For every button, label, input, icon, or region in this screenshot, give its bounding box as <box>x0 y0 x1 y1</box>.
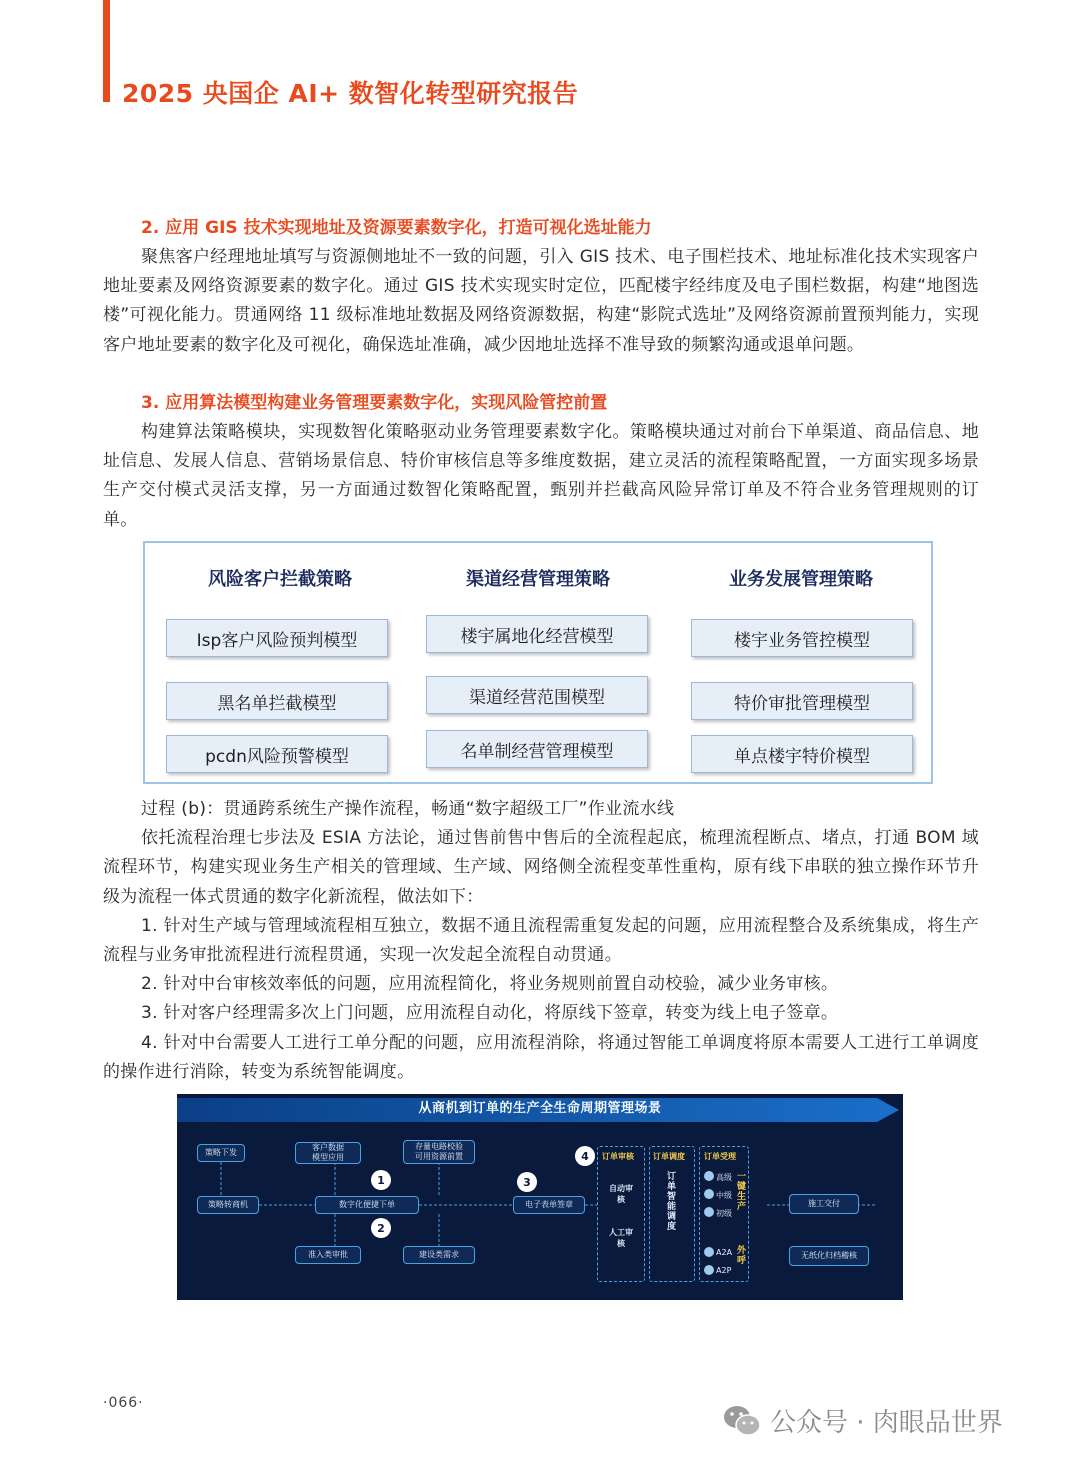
panel-title: 订单调度 <box>653 1152 685 1161</box>
watermark-text: 公众号 · 肉眼品世界 <box>770 1408 1003 1438</box>
person-icon <box>704 1207 714 1217</box>
process-item: 2. 针对中台审核效率低的问题，应用流程简化，将业务规则前置自动校验，减少业务审核。 <box>141 974 839 995</box>
manual-review-label: 人工审核 <box>609 1228 633 1248</box>
report-title: 2025 央国企 AI+ 数智化转型研究报告 <box>122 79 579 108</box>
process-caption: 过程 (b)：贯通跨系统生产操作流程，畅通“数字超级工厂”作业流水线 <box>141 799 675 819</box>
header-accent-bar <box>103 0 110 102</box>
flow-box-circuit-check: 存量电路校验 可用资源前置 <box>403 1140 475 1164</box>
process-intro: 依托流程治理七步法及 ESIA 方法论，通过售前售中售后的全流程起底，梳理流程断点、堵点，打通 BOM 域流程环节，构建实现业务生产相关的管理域、生产域、网络侧全流程变革性重构，原有线下串联的独立操作环节升级为流程一体式贯通的数字化新流程，做法如下： <box>103 828 979 907</box>
auto-review-label: 自动审核 <box>609 1184 633 1204</box>
person-icon <box>704 1265 714 1275</box>
flow-box-access-approval: 准入类审批 <box>295 1246 361 1264</box>
person-icon <box>704 1189 714 1199</box>
model-box: Isp客户风险预判模型 <box>166 619 388 657</box>
panel-title: 订单审核 <box>602 1152 634 1161</box>
strategy-diagram <box>143 541 933 784</box>
outbound-call-label: 外呼 <box>735 1245 745 1265</box>
flow-box-digital-order: 数字化便捷下单 <box>315 1196 419 1214</box>
section-gis <box>103 214 979 360</box>
model-box: 名单制经营管理模型 <box>426 730 648 768</box>
flow-box-strategy-to-opportunity: 策略转商机 <box>197 1196 259 1214</box>
step-number: 4 <box>575 1146 595 1166</box>
section-gis-body: 聚焦客户经理地址填写与资源侧地址不一致的问题，引入 GIS 技术、电子围栏技术、地址标准化技术实现客户地址要素及网络资源要素的数字化。通过 GIS 技术实现实时定位，匹配楼宇经纬度及电子围栏数据，构建“地图选楼”可视化能力。贯通网络 11 级标准地址数据及网络资源数据，构建“影院式选址”及网络资源前置预判能力，实现客户地址要素的数字化及可视化，确保选址准确，减少因地址选择不准导致的频繁沟通或退单问题。 <box>103 247 979 355</box>
flow-box-customer-data: 客户数据 模型应用 <box>295 1142 361 1164</box>
section-algorithm <box>103 389 979 535</box>
model-box: 渠道经营范围模型 <box>426 676 648 714</box>
strategy-column-title: 风险客户拦截策略 <box>208 569 352 590</box>
call-type-label: A2A <box>716 1248 733 1257</box>
panel-order-acceptance <box>699 1146 749 1282</box>
person-icon <box>704 1171 714 1181</box>
call-type-label: A2P <box>716 1266 732 1275</box>
model-box: 特价审批管理模型 <box>691 682 913 720</box>
model-box: 楼宇业务管控模型 <box>691 619 913 657</box>
strategy-column-title: 业务发展管理策略 <box>729 569 873 590</box>
model-box: pcdn风险预警模型 <box>166 735 388 773</box>
model-box: 黑名单拦截模型 <box>166 682 388 720</box>
flow-box-paperless-archive: 无纸化归档稽核 <box>789 1246 869 1266</box>
flow-box-e-signature: 电子表单签章 <box>513 1196 585 1214</box>
flow-title: 从商机到订单的生产全生命周期管理场景 <box>418 1101 662 1116</box>
smart-dispatch-label: 订单智能调度 <box>665 1171 675 1231</box>
lifecycle-flow-diagram <box>177 1094 903 1300</box>
step-number: 1 <box>371 1170 391 1190</box>
section-gis-heading: 2. 应用 GIS 技术实现地址及资源要素数字化，打造可视化选址能力 <box>141 218 652 238</box>
panel-order-dispatch <box>649 1146 695 1282</box>
process-item: 4. 针对中台需要人工进行工单分配的问题，应用流程消除，将通过智能工单调度将原本需要人工进行工单调度的操作进行消除，转变为系统智能调度。 <box>103 1032 979 1082</box>
level-label: 中级 <box>716 1191 732 1200</box>
flow-box-delivery: 施工交付 <box>789 1194 859 1214</box>
section-algorithm-body: 构建算法策略模块，实现数智化策略驱动业务管理要素数字化。策略模块通过对前台下单渠道、商品信息、地址信息、发展人信息、营销场景信息、特价审核信息等多维度数据，建立灵活的流程策略配置，一方面实现多场景生产交付模式灵活支撑，另一方面通过数智化策略配置，甄别并拦截高风险异常订单及不符合业务管理规则的订单。 <box>103 422 979 530</box>
person-icon <box>704 1247 714 1257</box>
flow-box-construction-demand: 建设类需求 <box>403 1246 475 1264</box>
strategy-column-title: 渠道经营管理策略 <box>466 569 610 590</box>
level-label: 初级 <box>716 1209 732 1218</box>
section-process <box>103 795 979 1087</box>
level-label: 高级 <box>716 1173 732 1182</box>
process-item: 1. 针对生产域与管理域流程相互独立，数据不通且流程需重复发起的问题，应用流程整合及系统集成，将生产流程与业务审批流程进行流程贯通，实现一次发起全流程自动贯通。 <box>103 915 979 966</box>
panel-order-review <box>597 1146 645 1282</box>
section-algorithm-heading: 3. 应用算法模型构建业务管理要素数字化，实现风险管控前置 <box>141 393 608 413</box>
panel-title: 订单受理 <box>704 1152 736 1161</box>
model-box: 单点楼宇特价模型 <box>691 735 913 773</box>
model-box: 楼宇属地化经营模型 <box>426 615 648 653</box>
process-item: 3. 针对客户经理需多次上门问题，应用流程自动化，将原线下签章，转变为线上电子签章。 <box>141 1003 839 1024</box>
wechat-icon <box>722 1403 762 1439</box>
page-number: ·066· <box>103 1395 144 1411</box>
step-number: 2 <box>371 1218 391 1238</box>
flow-box-strategy-dispatch: 策略下发 <box>197 1144 245 1162</box>
watermark <box>722 1402 1003 1439</box>
one-click-production-label: 一键生产 <box>735 1171 745 1211</box>
step-number: 3 <box>517 1172 537 1192</box>
